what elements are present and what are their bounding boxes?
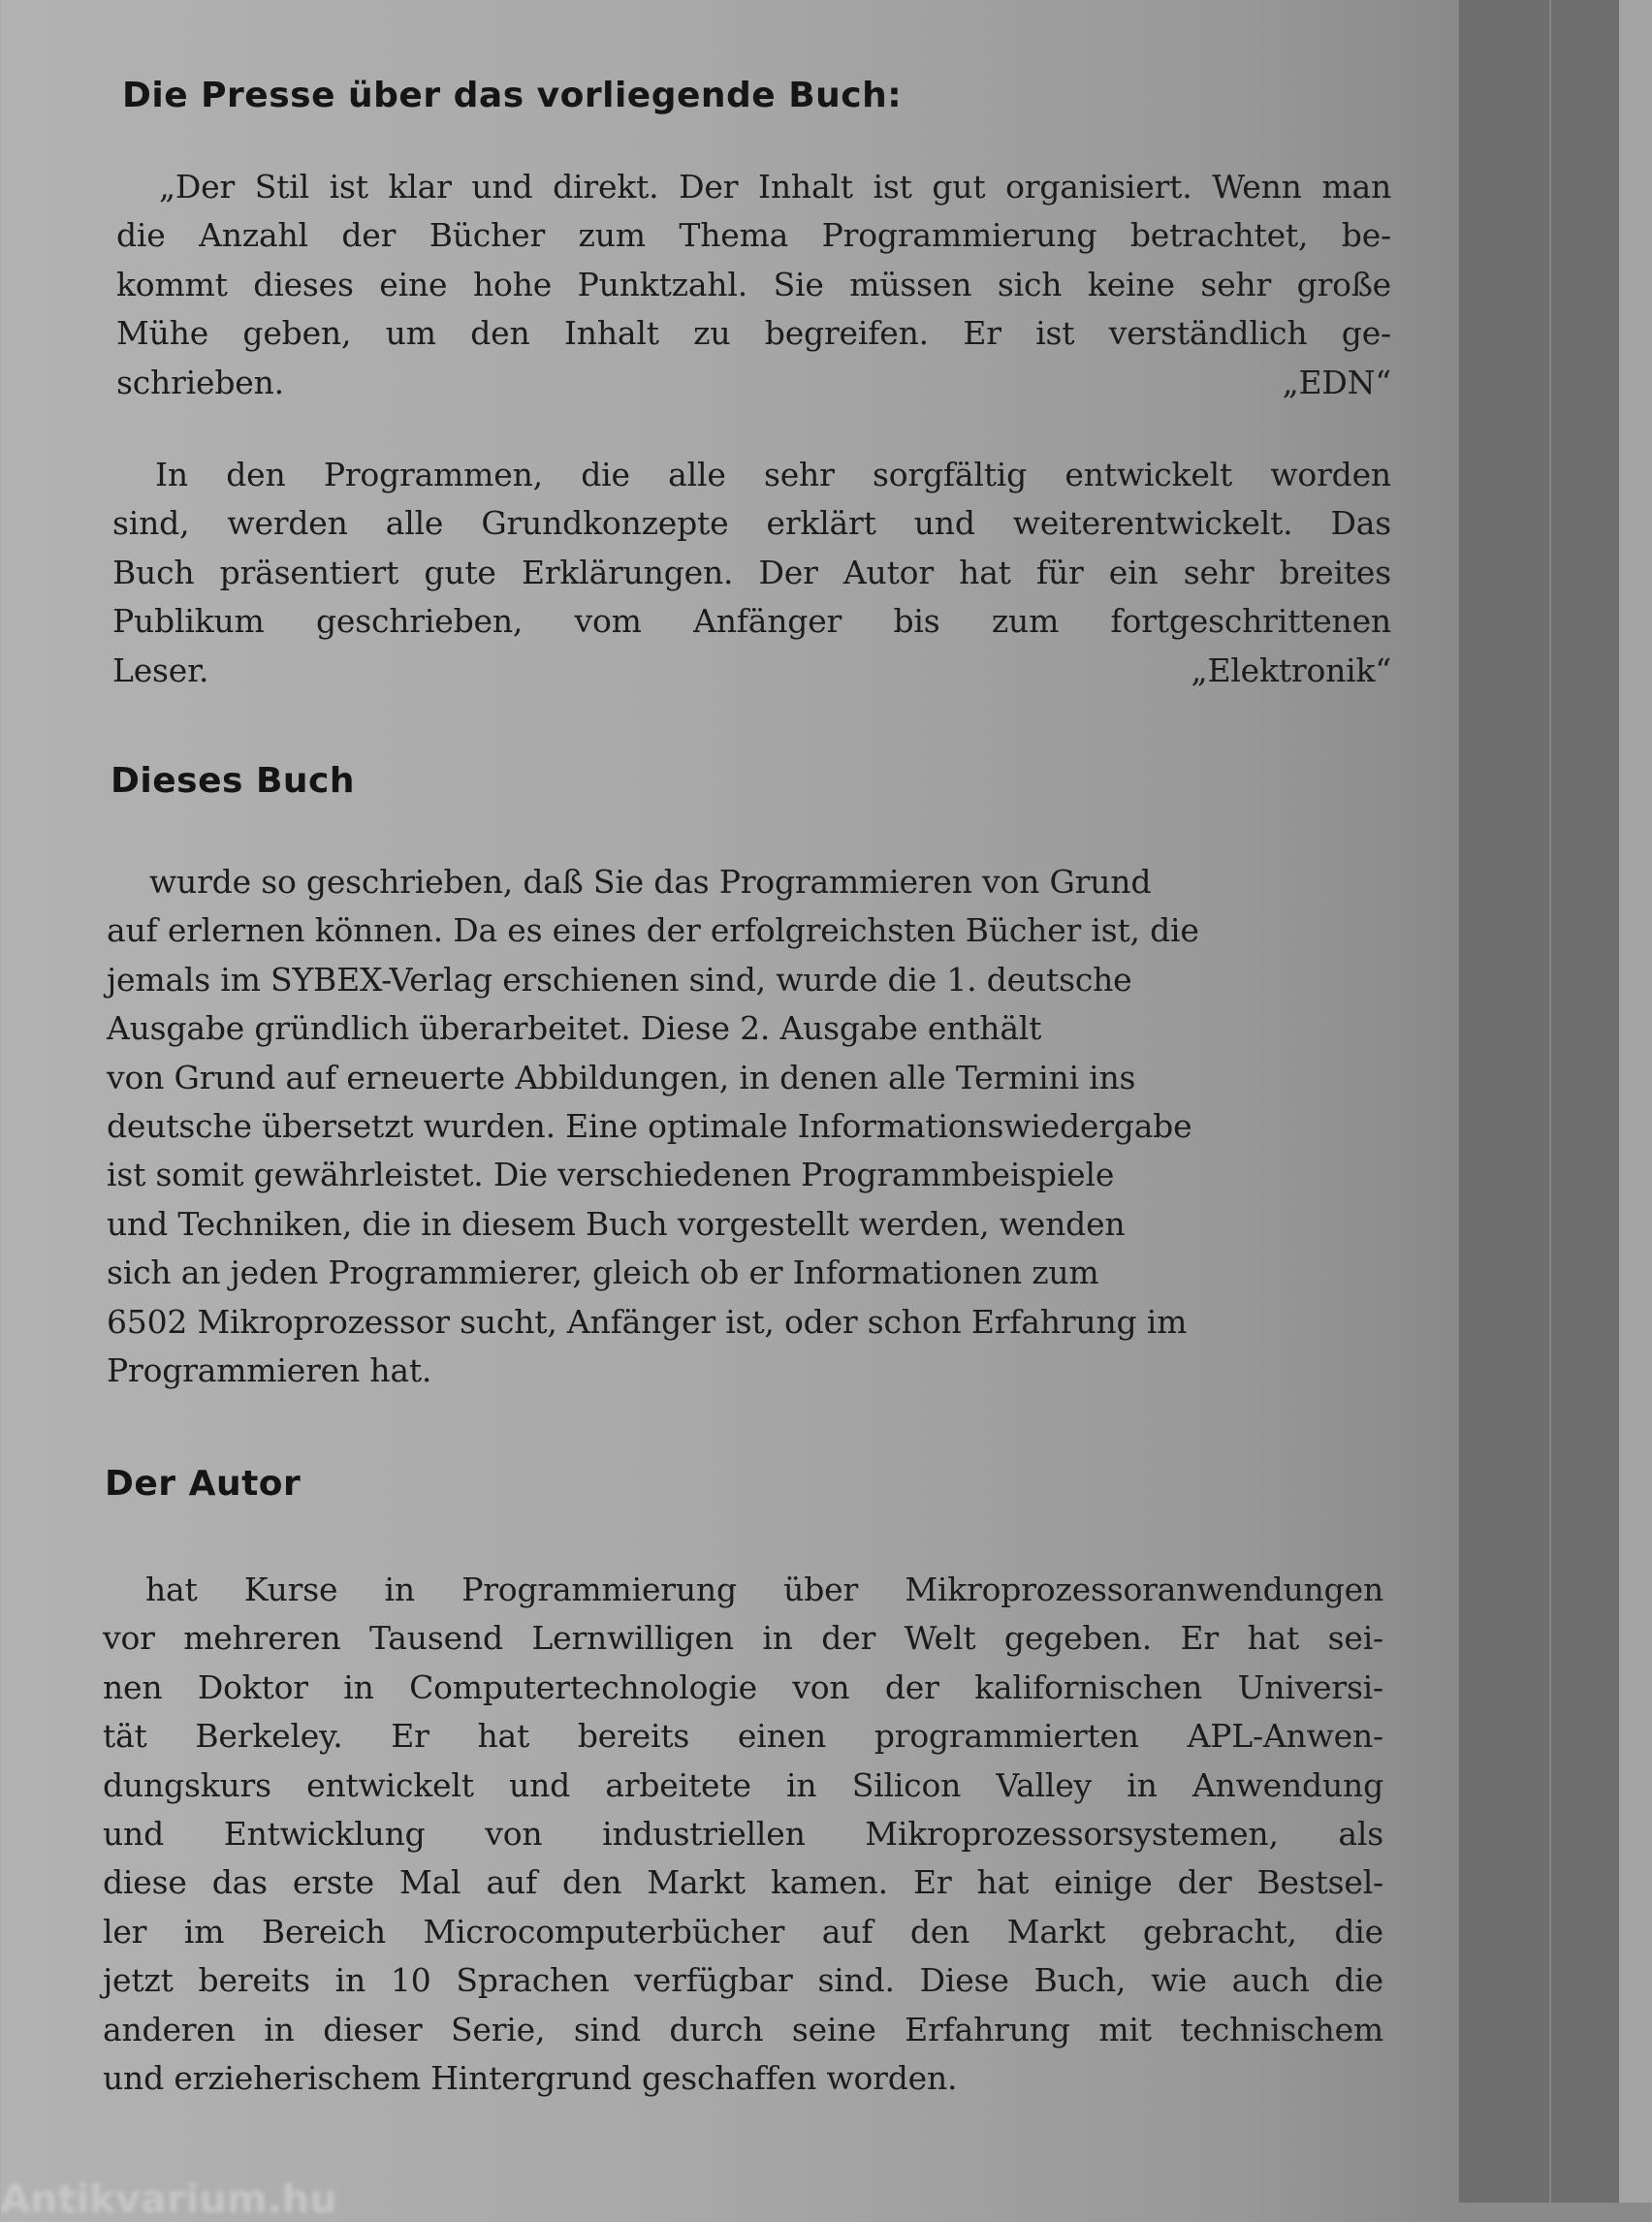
author-description [103,1566,1383,2103]
text-line: und Entwicklung von industriellen Mikroprozessorsystemen, als [103,1814,1383,1853]
text-line: nen Doktor in Computertechnologie von der kalifornischen Universi- [103,1667,1383,1706]
text-line: Programmieren hat. [107,1350,432,1389]
text-line: ist somit gewährleistet. Die verschiedenen Programmbeispiele [107,1156,1115,1194]
text-line: In den Programmen, die alle sehr sorgfältig entwickelt worden [155,456,1391,493]
text-line: jetzt bereits in 10 Sprachen verfügbar sind. Diese Buch, wie auch die [103,1961,1383,2000]
text-line: sind, werden alle Grundkonzepte erklärt und weiterentwickelt. Das [112,504,1391,543]
page-edge [1619,0,1652,2203]
book-description [107,858,1396,1395]
text-line: kommt dieses eine hohe Punktzahl. Sie müssen sich keine sehr große [116,265,1391,303]
spine-crease [1549,0,1551,2203]
text-line: Publikum geschrieben, vom Anfänger bis zum fortgeschrittenen [112,602,1391,641]
text-line: die Anzahl der Bücher zum Thema Programmierung betrachtet, be- [116,216,1391,255]
text-line: schrieben. [116,363,284,401]
press-heading: Die Presse über das vorliegende Buch: [122,76,903,115]
text-line: Buch präsentiert gute Erklärungen. Der Autor hat für ein sehr breites [112,553,1391,591]
text-line: diese das erste Mal auf den Markt kamen. Er hat einige der Bestsel- [103,1863,1383,1902]
watermark: Antikvarium.hu [0,2177,337,2222]
text-line: dungskurs entwickelt und arbeitete in Silicon Valley in Anwendung [103,1765,1383,1804]
text-line: Ausgabe gründlich überarbeitet. Diese 2. Ausgabe enthält [107,1009,1042,1048]
press-quote-edn [116,163,1391,407]
text-line: „Der Stil ist klar und direkt. Der Inhalt ist gut organisiert. Wenn man [159,168,1391,206]
text-line: von Grund auf erneuerte Abbildungen, in denen alle Termini ins [107,1058,1136,1096]
text-line: hat Kurse in Programmierung über Mikroprozessoranwendungen [145,1571,1383,1608]
text-line: anderen in dieser Serie, sind durch seine Erfahrung mit technischem [103,2010,1383,2048]
text-line-with-source [116,359,1391,407]
text-line: und erzieherischem Hintergrund geschaffen worden. [103,2058,958,2097]
text-line: Leser. [112,651,209,689]
text-line: Mühe geben, um den Inhalt zu begreifen. Er ist verständlich ge- [116,314,1391,353]
text-line: tät Berkeley. Er hat bereits einen programmierten APL-Anwen- [103,1717,1383,1756]
text-line: deutsche übersetzt wurden. Eine optimale Informationswiedergabe [107,1106,1192,1145]
text-line: ler im Bereich Microcomputerbücher auf den Markt gebracht, die [103,1912,1383,1951]
text-line-with-source [112,647,1391,695]
text-line: und Techniken, die in diesem Buch vorgestellt werden, wenden [107,1204,1126,1243]
book-heading: Dieses Buch [111,761,355,801]
text-line: wurde so geschrieben, daß Sie das Programmieren von Grund [149,863,1152,901]
press-quote-elektronik [112,451,1391,695]
text-line: vor mehreren Tausend Lernwilligen in der Welt gegeben. Er hat sei- [103,1619,1383,1658]
quote-source: „EDN“ [1282,363,1391,401]
text-line: sich an jeden Programmierer, gleich ob er Informationen zum [107,1254,1099,1292]
author-heading: Der Autor [105,1464,302,1504]
text-line: 6502 Mikroprozessor sucht, Anfänger ist, oder schon Erfahrung im [107,1302,1188,1341]
book-spine-shadow [1459,0,1619,2203]
text-line: jemals im SYBEX-Verlag erschienen sind, wurde die 1. deutsche [107,960,1132,999]
quote-source: „Elektronik“ [1191,651,1391,689]
text-line: auf erlernen können. Da es eines der erfolgreichsten Bücher ist, die [107,911,1199,950]
